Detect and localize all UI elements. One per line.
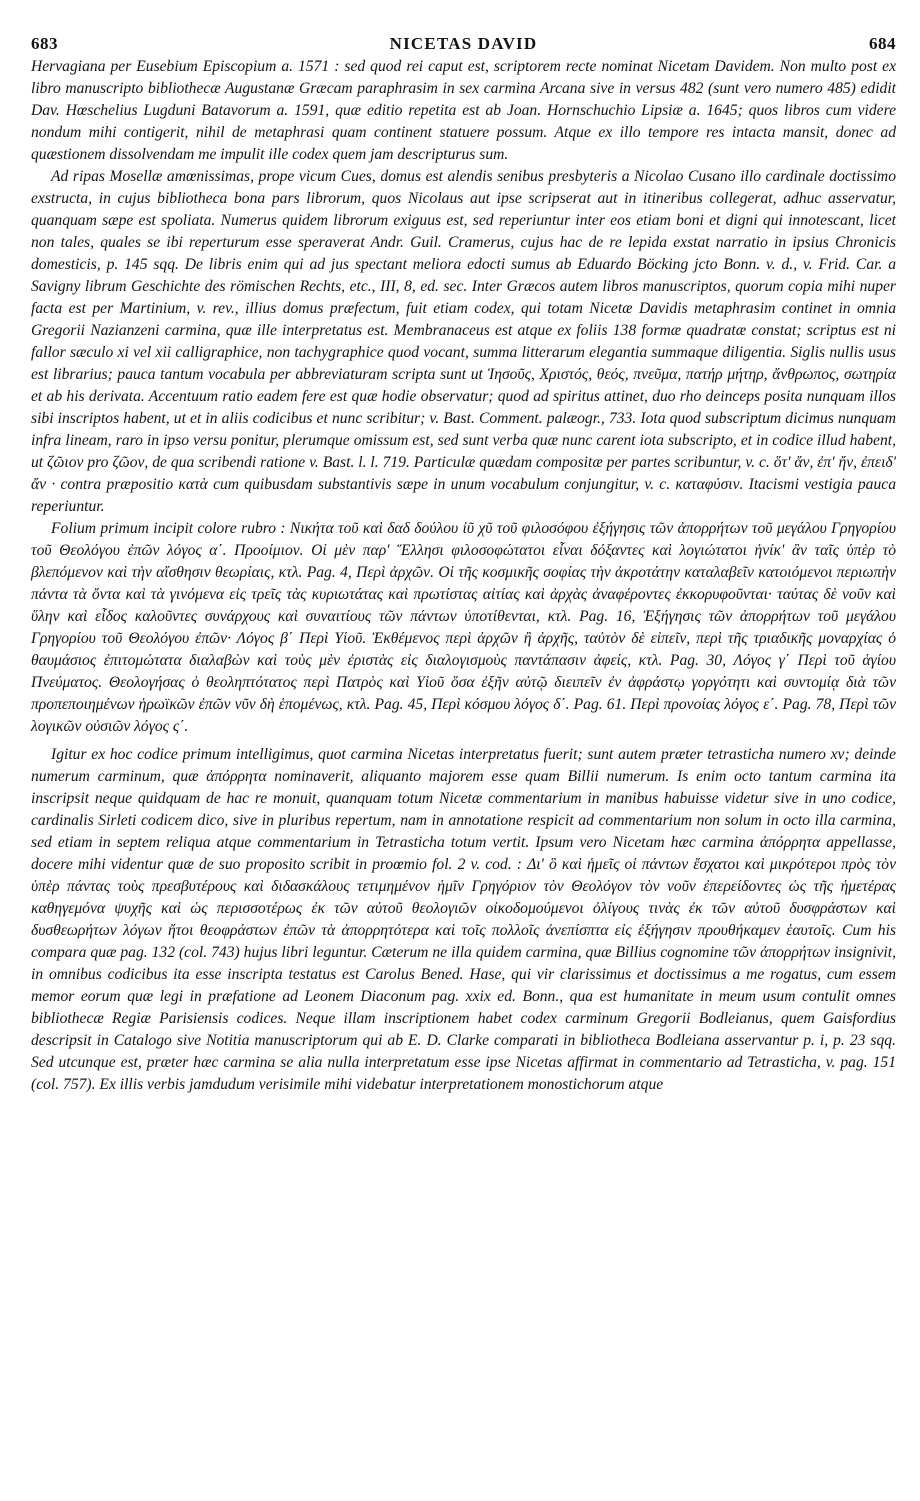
paragraph-4: Igitur ex hoc codice primum intelligimus, quot carmina Nicetas interpretatus fuerit; sunt autem præter tetrasticha numero xv; deinde numerum carminum, quæ ἀπόρρητα nominaverit, aliquanto majorem esse quam Billii numerum. Is enim octo tantum carmina ita inscripsit neque quidquam de hac re monuit, quanquam totum Nicetæ commentarium in manibus habuisse videtur sive in uno codice, cardinalis Sirleti codicem dico, sive in pluribus repertum, nam in annotatione respicit ad commentarium non solum in octo illa carmina, sed etiam in septem reliqua atque commentarium in Tetrasticha totum vertit. Ipsum vero Nicetam hæc carmina ἀπόρρητα appellasse, docere mihi videntur quæ de suo proposito scribit in proœmio fol. 2 v. cod. : Δι' ὃ καὶ ἡμεῖς οἱ πάντων ἔσχατοι καὶ μικρότεροι πρὸς τὸν ὑπὲρ πάντας τοὺς πρεσβυτέρους καὶ διδασκάλους τετιμημένον ἡμῖν Γρηγόριον τὸν Θεολόγον τὸν νοῦν ἐπερείδοντες ὡς τῆς ἡμετέρας καθηγεμόνα ψυχῆς καὶ ὡς περισσοτέρως ἐκ τῶν αὐτοῦ θεολογιῶν οἰκοδομούμενοι ὀλίγους τινὰς ἐκ τῶν αὐτοῦ δυσφράστων καὶ δυσθεωρήτων λόγων ἤτοι θεοφράστων ἐπῶν τὰ ἀπορρητότερα καὶ τοῖς πολλοῖς ἀνεπίσπτα εἰς ἐξήγησιν προυθήκαμεν ἑαυτοῖς. Cum his compara quæ pag. 132 (col. 743) hujus libri leguntur. Cæterum ne illa quidem carmina, quæ Billius cognomine τῶν ἀπορρήτων insignivit, in omnibus codicibus ita esse inscripta testatus est Carolus Bened. Hase, qui vir clarissimus et doctissimus a me rogatus, cum essem memor eorum quæ legi in præfatione ad Leonem Diaconum pag. xxix ed. Bonn., qua est humanitate in meum usum contulit omnes bibliothecæ Regiæ Parisiensis codices. Neque illam inscriptionem habet codex carminum Gregorii Bodleianus, quem Gaisfordius descripsit in Catalogo sive Notitia manuscriptorum qui ab E. D. Clarke comparati in bibliotheca Bodleiana asservantur p. i, p. 23 sqq. Sed utcunque est, præter hæc carmina se alia nulla interpretatum esse ipse Nicetas affirmat in commentario ad Tetrasticha, v. pag. 151 (col. 757). Ex illis verbis jamdudum verisimile mihi videbatur interpretationem monostichorum atque (31, 746, 896, 1093)
paragraph-1: Hervagiana per Eusebium Episcopium a. 1571 : sed quod rei caput est, scriptorem recte nominat Nicetam Davidem. Non multo post ex libro manuscripto bibliothecæ Augustanæ Græcam paraphrasim in sex carmina Arcana sive in versus 482 (sunt vero numero 485) edidit Dav. Hœschelius Lugduni Batavorum a. 1591, quæ editio repetita est ab Joan. Hornschuchio Lipsiæ a. 1645; quos libros cum videre nondum mihi contigerit, nihil de metaphrasi quam continent statuere possum. Atque ex illo tempore res intacta mansit, donec ad quæstionem dissolvendam me impulit ille codex quem jam descripturus sum. (31, 58, 896, 163)
page-header (31, 34, 896, 54)
left-page-number: 683 (31, 34, 58, 53)
right-page-number: 684 (868, 34, 896, 53)
paragraph-3: Folium primum incipit colore rubro : Νικήτα τοῦ καὶ δαδ δούλου ἰῦ χῦ τοῦ φιλοσόφου ἐξήγησις τῶν ἀπορρήτων τοῦ μεγάλου Γρηγορίου τοῦ Θεολόγου ἐπῶν λόγος α΄. Προοίμιον. Οἱ μὲν παρ' Ἕλλησι φιλοσοφώτατοι εἶναι δόξαντες καὶ λογιώτατοι ἡνίκ' ἂν ταῖς ὑπὲρ τὸ βλεπόμενον καὶ τὴν αἴσθησιν θεωρίαις, κτλ. Pag. 4, Περὶ ἀρχῶν. Οἱ τῆς κοσμικῆς σοφίας τὴν ἀκροτάτην καταλαβεῖν κατοιόμενοι περιωπὴν πάντα τὰ ὄντα καὶ τὰ γινόμενα εἰς τρεῖς τὰς κυριωτάτας καὶ πρωτίστας αἰτίας καὶ ἀρχὰς ἀναφέροντες ἐκκορυφοῦνται· ταύτας δὲ νοῦν καὶ ὕλην καὶ εἶδος καλοῦντες συνάρχους καὶ συναιτίους τῶν πάντων ὑποτίθενται, κτλ. Pag. 16, Ἐξήγησις τῶν ἀπορρήτων τοῦ μεγάλου Γρηγορίου τοῦ Θεολόγου ἐπῶν· Λόγος β΄ Περὶ Υἱοῦ. Ἐκθέμενος περὶ ἀρχῶν ἢ ἀρχῆς, ταὐτὸν δὲ εἰπεῖν, περὶ τῆς τριαδικῆς μοναρχίας ὁ θαυμάσιος ἐπιτομώτατα διαλαβὼν καὶ τοὺς μὲν ἐριστὰς εἰς διαλογισμοὺς παντάπασιν ἀφείς, κτλ. Pag. 30, Λόγος γ΄ Περὶ τοῦ ἁγίου Πνεύματος. Θεολογήσας ὁ θεοληπτότατος περὶ Πατρὸς καὶ Υἱοῦ ὅσα ἐξῆν αὐτῷ διειπεῖν ἐν ἀφράστῳ γοργότητι καὶ συντομίᾳ διὰ τῶν προπεποιημένων ἡρωϊκῶν ἐπῶν νῦν δὴ ἑπομένως, κτλ. Pag. 45, Περὶ κόσμου λόγος δ΄. Pag. 61. Περὶ προνοίας λόγος ε΄. Pag. 78, Περὶ τῶν λογικῶν οὐσιῶν λόγος ς΄. (31, 520, 896, 735)
running-title: NICETAS DAVID (389, 34, 538, 53)
paragraph-2: Ad ripas Mosellæ amœnissimas, prope vicum Cues, domus est alendis senibus presbyteris a Nicolao Cusano illo cardinale doctissimo exstructa, in cujus bibliotheca bona pars librorum, quos Nicolaus aut ipse scripserat aut in itineribus collegerat, adhuc asservatur, quanquam sæpe est spoliata. Numerus quidem librorum exiguus est, sed reperiuntur inter eos etiam boni et digni qui innotescant, licet non tales, quales se ibi reperturum esse speraverat Andr. Guil. Cramerus, cujus hac de re lepida exstat narratio in ipsius Chronicis domesticis, p. 145 sqq. De libris enim qui ad jus spectant meliora edocti sumus ab Eduardo Böcking jcto Bonn. v. d., v. Frid. Car. a Savigny librum Geschichte des römischen Rechts, etc., III, 8, ed. sec. Inter Græcos autem libros manuscriptos, quorum copia mihi nuper facta est per Martinium, v. rev., illius domus præfectum, fuit etiam codex, qui totam Nicetæ Davidis metaphrasim continet in omnia Gregorii Nazianzeni carmina, quæ ille interpretatus est. Membranaceus est atque ex foliis 138 formæ quadratæ constat; scriptus est ni fallor sæculo xi vel xii calligraphice, non tachygraphice quod vocant, summa litterarum elegantia summaque diligentia. Siglis nullis usus est librarius; pauca tantum vocabula per abbreviaturam scripta sunt ut Ἰησοῦς, Χριστός, θεός, πνεῦμα, πατήρ μήτηρ, ἄνθρωπος, σωτηρία et ab his derivata. Accentuum ratio eadem fere est quæ hodie observatur; quod ad spiritus attinet, duo rho deinceps posita nunquam illos sibi inscriptos habent, ut et in aliis codicibus et nunc scribitur; v. Bast. Comment. palæogr., 733. Iota quod subscriptum dicimus nunquam infra lineam, raro in ipso versu ponitur, plerumque omissum est, sed sunt verba quæ nunc carent iota subscripto, et in codice illud habent, ut ζῶιον pro ζῶον, de qua scribendi ratione v. Bast. l. l. 719. Particulæ quædam compositæ per partes scribuntur, v. c. ὅτ' ἄν, ἐπ' ἤν, ἐπειδ' ἄν · contra præpositio κατὰ cum quibusdam substantivis sæpe in unum vocabulum conjungitur, v. c. καταφύσιν. Itacismi vestigia pauca reperiuntur. (31, 168, 896, 515)
